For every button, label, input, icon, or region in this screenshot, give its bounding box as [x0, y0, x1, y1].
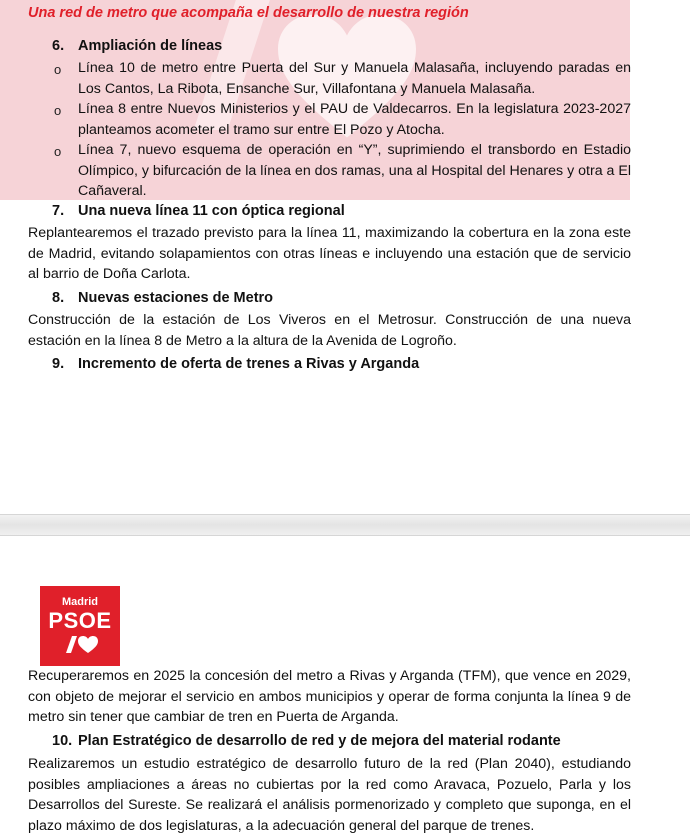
section-9-title — [52, 356, 419, 372]
section-number: 9. — [52, 356, 65, 372]
section-number: 10. — [52, 733, 73, 749]
section-number: 6. — [52, 38, 65, 54]
list-item: Línea 7, nuevo esquema de operación en “Y”, suprimiendo el transbordo en Estadio Olímpico, y bifurcación de la línea en dos ramas, una al Hospital del Henares y otra a El Cañaveral. — [78, 142, 631, 199]
section-title-text: Una nueva línea 11 con óptica regional — [78, 203, 345, 219]
section-8-text: Construcción de la estación de Los Viveros en el Metrosur. Construcción de una nueva estación en la línea 8 de Metro a la altura de la Avenida de Logroño. — [28, 312, 631, 349]
section-7-title — [52, 203, 345, 219]
page-separator — [0, 514, 690, 536]
section-heading: Una red de metro que acompaña el desarrollo de nuestra región — [28, 5, 469, 21]
document-page-2 — [0, 536, 690, 840]
section-title-text: Ampliación de líneas — [78, 38, 223, 54]
section-number: 8. — [52, 290, 65, 306]
bullet-icon: o — [54, 62, 62, 77]
psoe-madrid-logo — [40, 586, 120, 666]
bullet-icon: o — [54, 144, 62, 159]
section-8-title — [52, 290, 273, 306]
list-item: Línea 8 entre Nuevos Ministerios y el PAU de Valdecarros. En la legislatura 2023-2027 planteamos acometer el tramo sur entre El Pozo y Atocha. — [78, 101, 631, 138]
section-title-text: Plan Estratégico de desarrollo de red y de mejora del material rodante — [78, 733, 561, 749]
section-title-text: Incremento de oferta de trenes a Rivas y Arganda — [78, 356, 420, 372]
bullet-icon: o — [54, 103, 62, 118]
section-10-text: Realizaremos un estudio estratégico de desarrollo futuro de la red (Plan 2040), estudiando posibles ampliaciones a áreas no cubiertas por la red como Aravaca, Pozuelo, Parla y los Desarrollos del Sureste. Se realizará el análisis pormenorizado y completo que suponga, en el plazo máximo de dos legislaturas, a la adecuación general del parque de trenes. — [28, 756, 631, 834]
continuation-text: Recuperaremos en 2025 la concesión del metro a Rivas y Arganda (TFM), que vence en 2029, con objeto de mejorar el servicio en ambos municipios y operar de forma conjunta la línea 9 de metro sin tener que cambiar de tren en Puerta de Arganda. — [28, 668, 631, 725]
logo-top-text: Madrid — [61, 596, 99, 608]
logo-main-text: PSOE — [48, 608, 112, 633]
section-10-title — [52, 733, 561, 749]
list-item: Línea 10 de metro entre Puerta del Sur y Manuela Malasaña, incluyendo paradas en Los Cantos, La Ribota, Ensanche Sur, Villafontana y Manuela Malasaña. — [78, 60, 631, 97]
logo-slash-heart-icon — [64, 634, 98, 654]
section-7-text: Replantearemos el trazado previsto para la línea 11, maximizando la cobertura en la zona este de Madrid, evitando solapamientos con otras líneas e incluyendo una estación que de servicio al barrio de Doña Carlota. — [28, 225, 631, 282]
section-title-text: Nuevas estaciones de Metro — [78, 290, 274, 306]
section-number: 7. — [52, 203, 65, 219]
section-6-title — [52, 38, 222, 54]
